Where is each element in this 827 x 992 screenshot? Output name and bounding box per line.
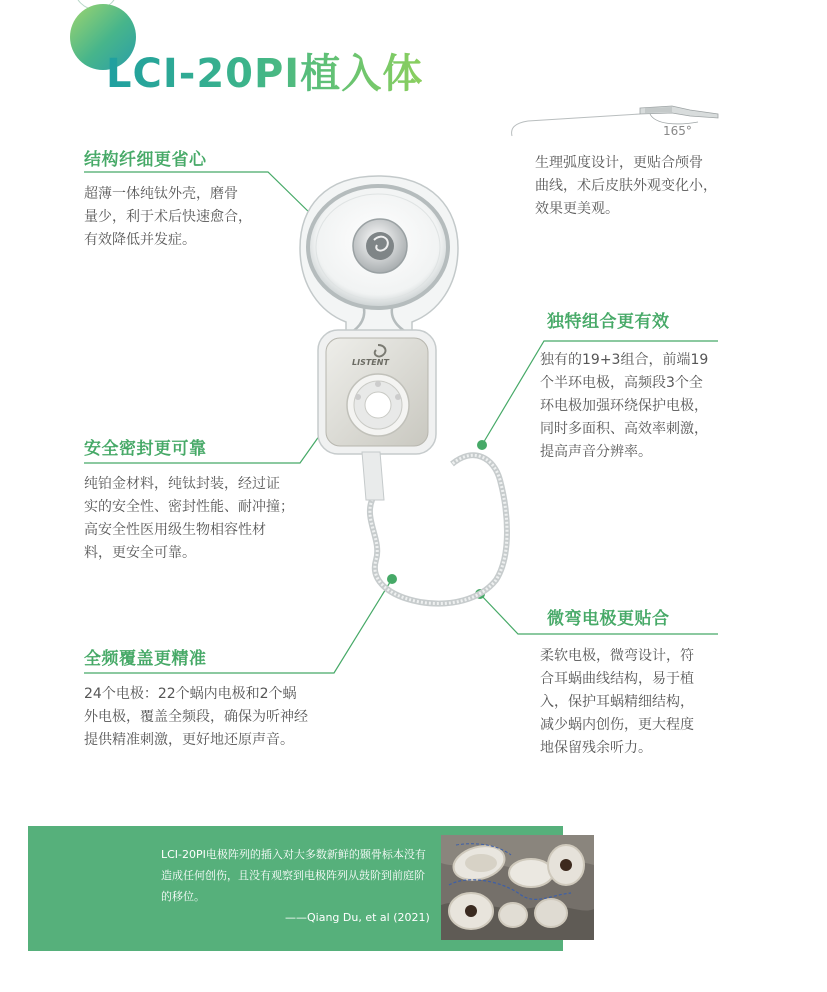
citation-author: ——Qiang Du, et al (2021) [285, 911, 430, 924]
feature-heading-structure: 结构纤细更省心 [84, 150, 207, 170]
feature-text-combination: 独有的19+3组合，前端19 个半环电极，高频段3个全 环电极加强环绕保护电极， 同时多面积、高效率刺激， 提高声音分辨率。 [540, 352, 709, 460]
feature-heading-coverage: 全频覆盖更精准 [84, 649, 207, 669]
page-title: LCI-20PI植入体 [106, 42, 423, 99]
feature-heading-seal: 安全密封更可靠 [84, 439, 207, 459]
feature-text-seal: 纯铂金材料，纯钛封装，经过证 实的安全性、密封性能、耐冲撞； 高安全性医用级生物相容性材 料，更安全可靠。 [84, 476, 294, 561]
feature-text-structure: 超薄一体纯钛外壳，磨骨 量少，利于术后快速愈合， 有效降低并发症。 [84, 186, 252, 248]
feature-heading-curved-electrode: 微弯电极更贴合 [547, 609, 670, 629]
angle-label: 165° [663, 124, 692, 138]
implant-coil [300, 176, 458, 338]
feature-text-curved-electrode: 柔软电极，微弯设计，符 合耳蜗曲线结构，易于植 入，保护耳蜗精细结构， 减少蜗内创伤，更大程度 地保留残余听力。 [540, 648, 694, 756]
device-brand-label: LISTENT [352, 358, 389, 367]
temporal-bone-micrograph [441, 835, 594, 940]
implant-body [318, 330, 436, 454]
profile-description: 生理弧度设计，更贴合颅骨 曲线，术后皮肤外观变化小， 效果更美观。 [535, 155, 717, 217]
electrode-lead [362, 452, 507, 604]
citation-quote: LCI-20PI电极阵列的插入对大多数新鲜的颞骨标本没有造成任何创伤，且没有观察到电极阵列从鼓阶到前庭阶的移位。 [161, 848, 426, 903]
feature-heading-combination: 独特组合更有效 [547, 312, 670, 332]
feature-text-coverage: 24个电极：22个蜗内电极和2个蜗 外电极，覆盖全频段，确保为听神经 提供精准刺激，更好地还原声音。 [84, 686, 308, 748]
